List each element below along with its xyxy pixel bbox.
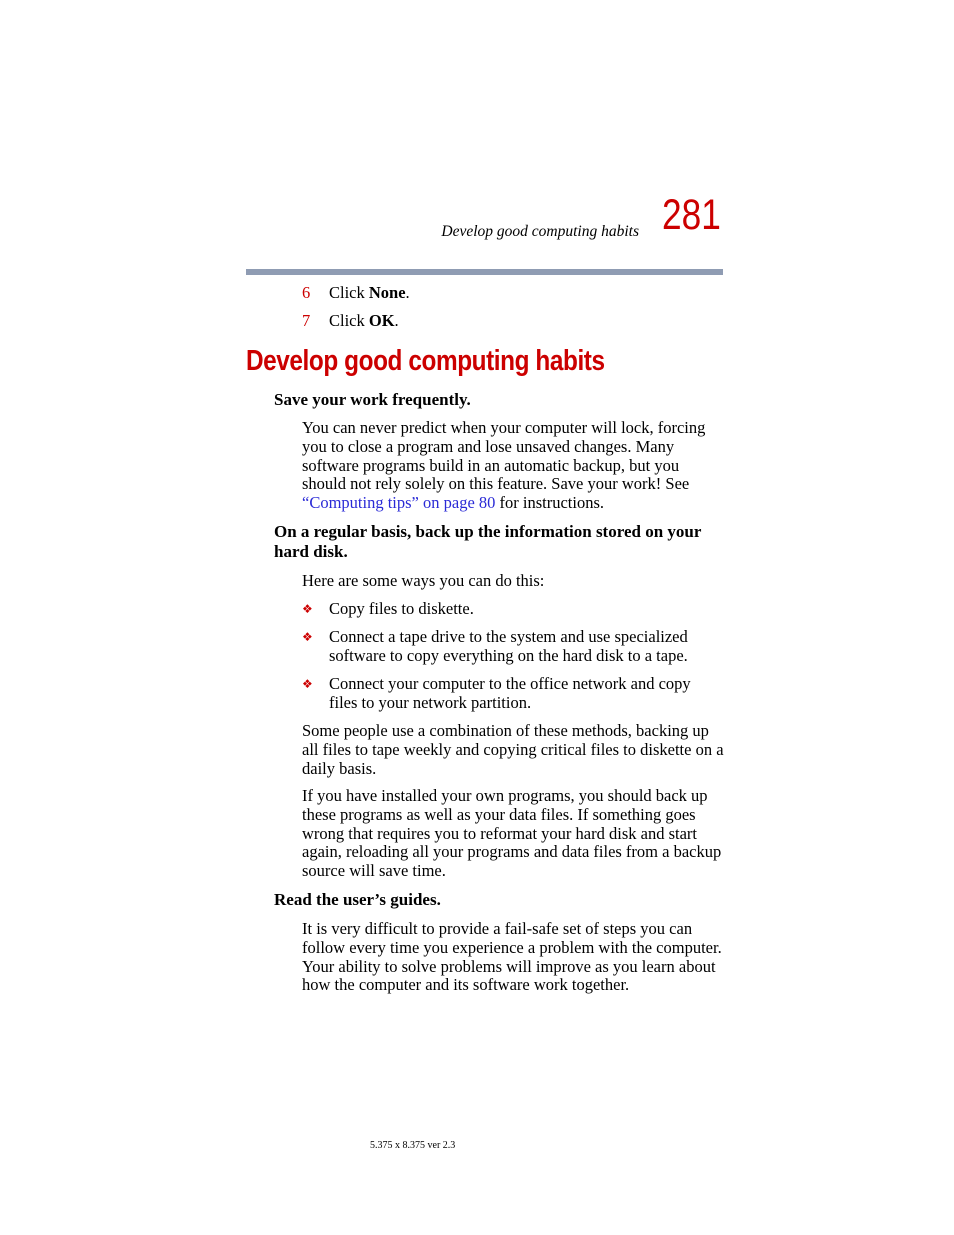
step-7	[302, 310, 399, 332]
bullet-text: Connect your computer to the office network and copy files to your network partition.	[329, 674, 691, 712]
step-text: Click	[329, 283, 369, 302]
step-number: 7	[302, 311, 311, 330]
subheading-backup: On a regular basis, back up the information stored on your hard disk.	[274, 522, 702, 561]
step-number: 6	[302, 283, 311, 302]
step-suffix: .	[394, 311, 399, 330]
page-number: 281	[662, 191, 721, 239]
step-bold: OK	[368, 311, 395, 330]
subheading-save-work: Save your work frequently.	[274, 390, 471, 409]
header-rule	[246, 269, 723, 275]
computing-tips-link[interactable]: “Computing tips” on page 80	[302, 493, 496, 513]
section-heading: Develop good computing habits	[246, 345, 605, 377]
diamond-cluster-icon: ❖	[302, 602, 313, 616]
paragraph-save-work	[302, 419, 722, 513]
paragraph-text: You can never predict when your computer will lock, forcing you to close a program and lose unsaved changes. Many software programs build in an automatic backup, but you should not rely solely on this feature. Save your work! See	[302, 418, 706, 494]
paragraph-guides: It is very difficult to provide a fail-safe set of steps you can follow every time you experience a problem with the computer. Your ability to solve problems will improve as you learn about how the computer and its software work together.	[302, 919, 722, 995]
running-header: Develop good computing habits	[441, 223, 639, 240]
bullet-text: Connect a tape drive to the system and use specialized software to copy everything on the hard disk to a tape.	[329, 627, 688, 665]
paragraph-backup-intro: Here are some ways you can do this:	[302, 571, 545, 590]
diamond-cluster-icon: ❖	[302, 630, 313, 644]
step-6	[302, 282, 410, 304]
paragraph-combination: Some people use a combination of these methods, backing up all files to tape weekly and copying critical files to diskette on a daily basis.	[302, 721, 724, 778]
subheading-guides: Read the user’s guides.	[274, 890, 441, 909]
step-bold: None	[368, 283, 406, 302]
paragraph-text-end: for instructions.	[495, 493, 605, 513]
bullet-text: Copy files to diskette.	[329, 599, 474, 618]
paragraph-installed-programs: If you have installed your own programs, you should back up these programs as well as your data files. If something goes wrong that requires you to reformat your hard disk and start again, reloading all your programs and data files from a backup source will save time.	[302, 786, 722, 881]
diamond-cluster-icon: ❖	[302, 677, 313, 691]
step-suffix: .	[405, 283, 410, 302]
step-text: Click	[329, 311, 369, 330]
footer-version: 5.375 x 8.375 ver 2.3	[370, 1140, 456, 1151]
